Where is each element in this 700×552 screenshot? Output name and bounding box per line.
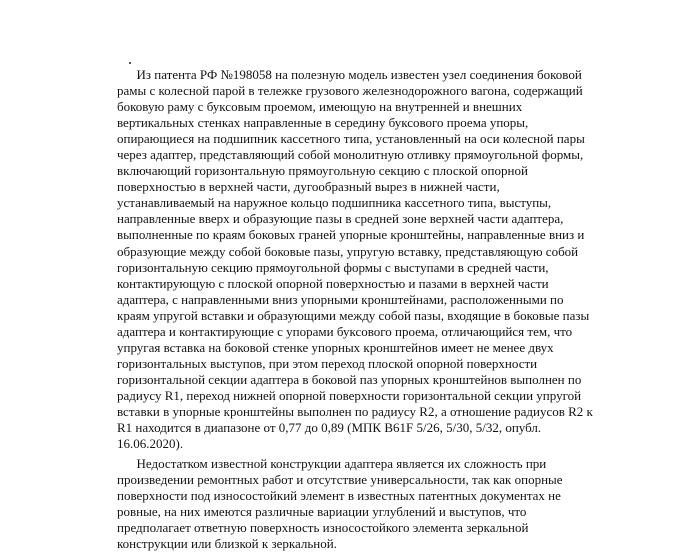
text-line: опирающиеся на подшипник кассетного типа, установленный на оси колесной пары	[117, 131, 585, 147]
text-line: горизонтальную секцию прямоугольной формы с выступами в средней части,	[117, 259, 549, 275]
text-line: рамы с колесной парой в тележке грузового железнодорожного вагона, содержащий	[117, 83, 583, 99]
text-line: включающий горизонтальную прямоугольную секцию с плоской опорной	[117, 163, 528, 179]
text-line: горизонтальных выступов, при этом переход плоской опорной поверхности	[117, 355, 538, 371]
text-line: через адаптер, представляющий собой монолитную отливку прямоугольной формы,	[117, 147, 584, 163]
paragraph-2	[117, 456, 597, 552]
text-line: контактирующую с плоской опорной поверхностью и пазами в верхней части	[117, 275, 549, 291]
text-line: 16.06.2020).	[117, 436, 184, 452]
scan-speck	[129, 62, 131, 64]
text-line: поверхностью в верхней части, дугообразный вырез в нижней части,	[117, 179, 500, 195]
document-text	[117, 67, 597, 552]
text-line: горизонтальной секции адаптера в боковой паз упорных кронштейнов выполнен по	[117, 371, 582, 387]
text-line: произведении ремонтных работ и отсутствие универсальности, так как опорные	[117, 472, 563, 488]
text-line: образующие между собой боковые пазы, упругую вставку, представляющую собой	[117, 243, 579, 259]
text-line: Из патента РФ №198058 на полезную модель известен узел соединения боковой	[117, 67, 582, 82]
text-line: вставки в упорные кронштейны выполнен по радиусу R2, а отношение радиусов R2 к	[117, 403, 593, 419]
text-line: предполагает ответную поверхность износостойкого элемента зеркальной	[117, 520, 529, 536]
text-line: Недостатком известной конструкции адаптера является их сложность при	[117, 456, 547, 472]
text-line: краям упругой вставки и образующими между собой пазы, входящие в боковые пазы	[117, 307, 590, 323]
text-line: радиусу R1, переход нижней опорной поверхности горизонтальной секции упругой	[117, 387, 582, 403]
text-line: направленные вверх и образующие пазы в средней зоне верхней части адаптера,	[117, 211, 564, 227]
text-line: ровные, на них имеются различные вариации углублений и выступов, что	[117, 504, 527, 520]
text-line: адаптера, с направленными вниз упорными кронштейнами, расположенными по	[117, 291, 564, 307]
text-line: R1 находится в диапазоне от 0,77 до 0,89 (МПК B61F 5/26, 5/30, 5/32, опубл.	[117, 420, 542, 436]
text-line: упругая вставка на боковой стенке упорных кронштейнов имеет не менее двух	[117, 339, 554, 355]
paragraph-1	[117, 67, 597, 452]
text-line: выполненные по краям боковых граней упорные кронштейны, направленные вниз и	[117, 227, 585, 243]
text-line: вертикальных стенках направленные в середину буксового проема упоры,	[117, 115, 529, 131]
text-line: поверхности под износостойкий элемент в известных патентных документах не	[117, 488, 561, 504]
text-line: устанавливаемый на наружное кольцо подшипника кассетного типа, выступы,	[117, 195, 552, 211]
text-line: адаптера и контактирующие с упорами буксового проема, отличающийся тем, что	[117, 323, 573, 339]
text-line: боковую раму с буксовым проемом, имеющую на внутренней и внешних	[117, 99, 523, 115]
text-line: конструкции или близкой к зеркальной.	[117, 536, 337, 552]
